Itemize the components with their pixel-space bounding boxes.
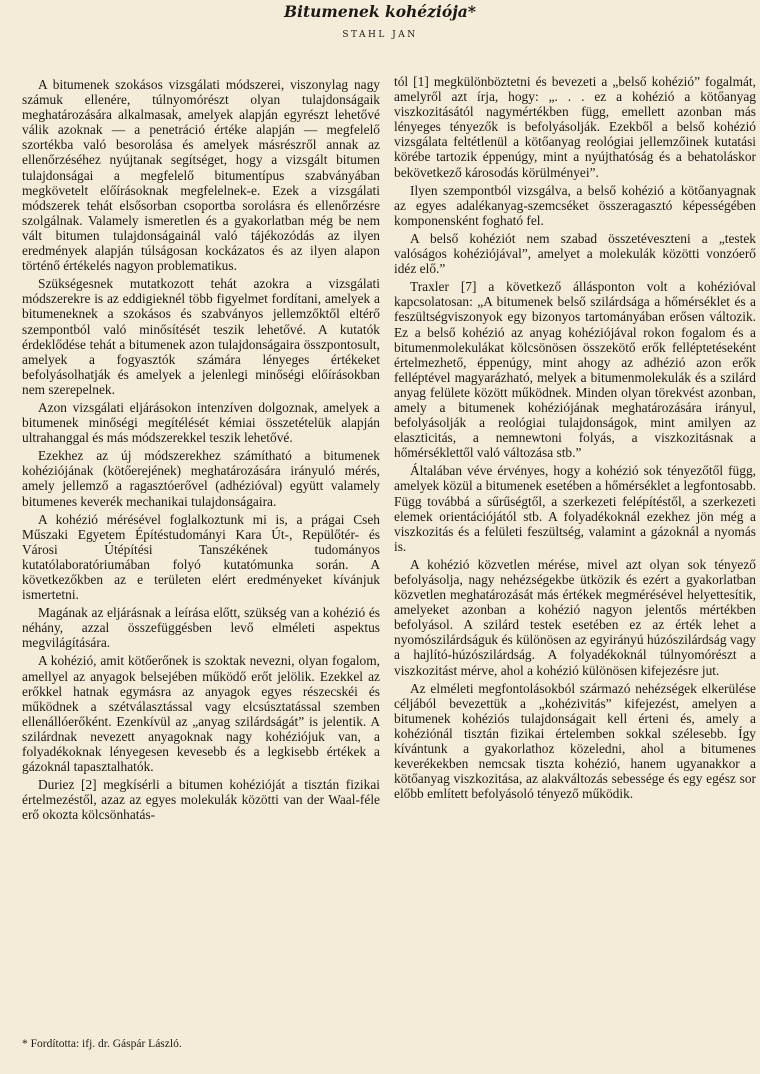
paragraph: A kohézió, amit kötőerőnek is szoktak nevezni, olyan fogalom, amellyel az anyagok belsejében működő erőt jelölik. Ezekkel az erőkkel hatnak egymásra az anyagok egyes részecskéi és működnek a szétválasztással vagy elcsúsztatással szemben ellenállóerőként. Ezenkívül az „anyag szilárdságát” is jelentik. A szilárdnak nevezett anyagoknak nagy kohéziójuk van, a folyadékoknak lényegesen kevesebb és a legkisebb értékek a gázoknál tapasztalhatók. — [22, 653, 380, 775]
paragraph: Az elméleti megfontolásokból származó nehézségek elkerülése céljából bevezettük a „kohézivitás” kifejezést, amelyen a bitumenek kohéziós tulajdonságait kell érteni és, amely a kohéziónál tisztán fizikai értelemben sokkal szélesebb. Így kívántunk a gyakorlathoz közeledni, ahol a bitumenes keverékekben nemcsak tiszta kohézió, hanem ugyanakkor a kötőanyag viszkozitása, az alakváltozás sebessége és egy egész sor előbb említett befolyásoló tényező működik. — [394, 680, 756, 802]
paragraph: Magának az eljárásnak a leírása előtt, szükség van a kohézió és néhány, azzal összefüggésben levő elméleti aspektus megvilágítására. — [22, 605, 380, 651]
paragraph: A belső kohéziót nem szabad összetéveszteni a „testek valóságos kohéziójával”, amelyet a molekulák közötti vonzóerő idéz elő.” — [394, 230, 756, 277]
paragraph: Duriez [2] megkísérli a bitumen kohézióját a tisztán fizikai értelmezéstől, azaz az egyes molekulák közötti van der Waal-féle erő okozta kölcsönhatás- — [22, 777, 380, 823]
paragraph: A kohézió közvetlen mérése, mivel azt olyan sok tényező befolyásolja, nagy nehézségekbe ütközik és ezért a gyakorlatban közvetlen meghatározását más értékek megmérésével helyettesítik, amelyeket azonban a kohézió nagyon jelentős mértékben befolyásol. A szilárd testek esetében ez az érték lehet a nyomószilárdságuk és különösen az egyirányú húzószilárdság vagy a hajlító-húzószilárdság. A folyadékoknál túlnyomórészt a viszkozitást mérve, ahol a kohézió különösen kifejezésre jut. — [394, 556, 756, 678]
left-column — [22, 77, 380, 826]
paragraph: Traxler [7] a következő állásponton volt a kohézióval kapcsolatosan: „A bitumenek belső szilárdsága a hőmérséklet és a feszültségviszonyok egy bizonyos tartományában erősen változik. Ez a belső kohézió az anyag kohéziójával rokon fogalom és a bitumenmolekulákat kölcsönösen összekötő erők felléptetéseként értelmezhető, éppenúgy, mint ahogy az adhézió azon erők felléptével magyarázható, melyek a bitumenmolekulák és a szilárd anyag felülete között működnek. Minden olyan törekvést azonban, amely a bitumenek kohéziójának meghatározására irányul, befolyásolják a reológiai tulajdonságok, mint amilyen az elaszticitás, a nemnewtoni folyás, a viszkozitásnak a hőmérséklettől való változása stb.” — [394, 279, 756, 461]
paragraph: A kohézió mérésével foglalkoztunk mi is, a prágai Cseh Műszaki Egyetem Építéstudományi Kara Út-, Repülőtér- és Városi Útépítési Tanszékének tudományos kutatólaboratóriumában folyó kutatómunka során. A következőkben az e területen elért eredményeket kívánjuk ismertetni. — [22, 511, 380, 603]
paragraph: Szükségesnek mutatkozott tehát azokra a vizsgálati módszerekre is az eddigieknél több figyelmet fordítani, amelyek a bitumeneknek a szokásos és szabványos jellemzőktől eltérő szempontból való minősítését teszik lehetővé. A kutatók érdeklődése tehát a bitumenek azon tulajdonságaira összpontosult, amelyek a fogyasztók számára lényeges értékeket befolyásolhatják és amelyek a jelenlegi minőségi előírásokban nem szerepelnek. — [22, 276, 380, 397]
author-line: STAHL JAN — [342, 30, 418, 40]
paragraph: Általában véve érvényes, hogy a kohézió sok tényezőtől függ, amelyek közül a bitumenek esetében a hőmérséklet a legfontosabb. Függ továbbá a sűrűségtől, a szerkezeti felépítéstől, a szerkezeti elemek orientációjától stb. A folyadékoknál ezekhez jön még a viszkozitás és a felületi feszültség, valamint a gázoknál a nyomás is. — [394, 463, 756, 554]
right-column — [394, 74, 756, 804]
article-title: Bitumenek kohéziója* — [284, 2, 476, 21]
paragraph: tól [1] megkülönböztetni és bevezeti a „belső kohézió” fogalmát, amelyről azt írja, hogy: „. . . ez a kohézió a kötőanyag viszkozitásától nagymértékben függ, emellett azonban más lényeges tényezők is befolyásolják. Ezekből a belső kohézió vizsgálata feltétlenül a kötőanyag reológiai jellemzőinek kutatási körébe tartozik éppenúgy, mint a nyújthatóság és a behatoláskor bekövetkező károsodás körülményei”. — [394, 74, 756, 180]
translator-footnote: * Fordította: ifj. dr. Gáspár László. — [22, 1038, 182, 1050]
paragraph: Ilyen szempontból vizsgálva, a belső kohézió a kötőanyagnak az egyes adalékanyag-szemcséket összeragasztó képességében komponensként fogható fel. — [394, 182, 756, 228]
paragraph: Azon vizsgálati eljárásokon intenzíven dolgoznak, amelyek a bitumenek minőségi megítélését kémiai összetételük alapján ultrahanggal és más módszerekkel teszik lehetővé. — [22, 399, 380, 446]
paragraph: A bitumenek szokásos vizsgálati módszerei, viszonylag nagy számuk ellenére, túlnyomórészt olyan tulajdonságaik meghatározására alkalmasak, amelyek alapján egyrészt lehetővé válik azoknak — a penetráció értéke alapján — megfelelő szortékba való besorolása és amelyek másrészről annak az ellenőrzéséhez nyújtanak segítséget, hogy a vizsgált bitumen tulajdonságai a megfelelő bitumentípus szabványában megkövetelt előírásoknak megfelelnek-e. Ezek a vizsgálati módszerek tehát elsősorban csoportba sorolásra és ellenőrzésre szolgálnak. Valamely ismeretlen és a gyakorlatban még be nem vált bitumen tulajdonságainál való tájékozódás az ilyen eredmények alapján túlságosan kockázatos és az ilyen alapon történő értékelés nagyon problematikus. — [22, 77, 380, 274]
paragraph: Ezekhez az új módszerekhez számítható a bitumenek kohéziójának (kötőerejének) meghatározására irányuló mérés, amely jellemző a ragasztóerővel (adhézióval) együtt valamely bitumenes keverék mechanikai tulajdonságaira. — [22, 448, 380, 509]
